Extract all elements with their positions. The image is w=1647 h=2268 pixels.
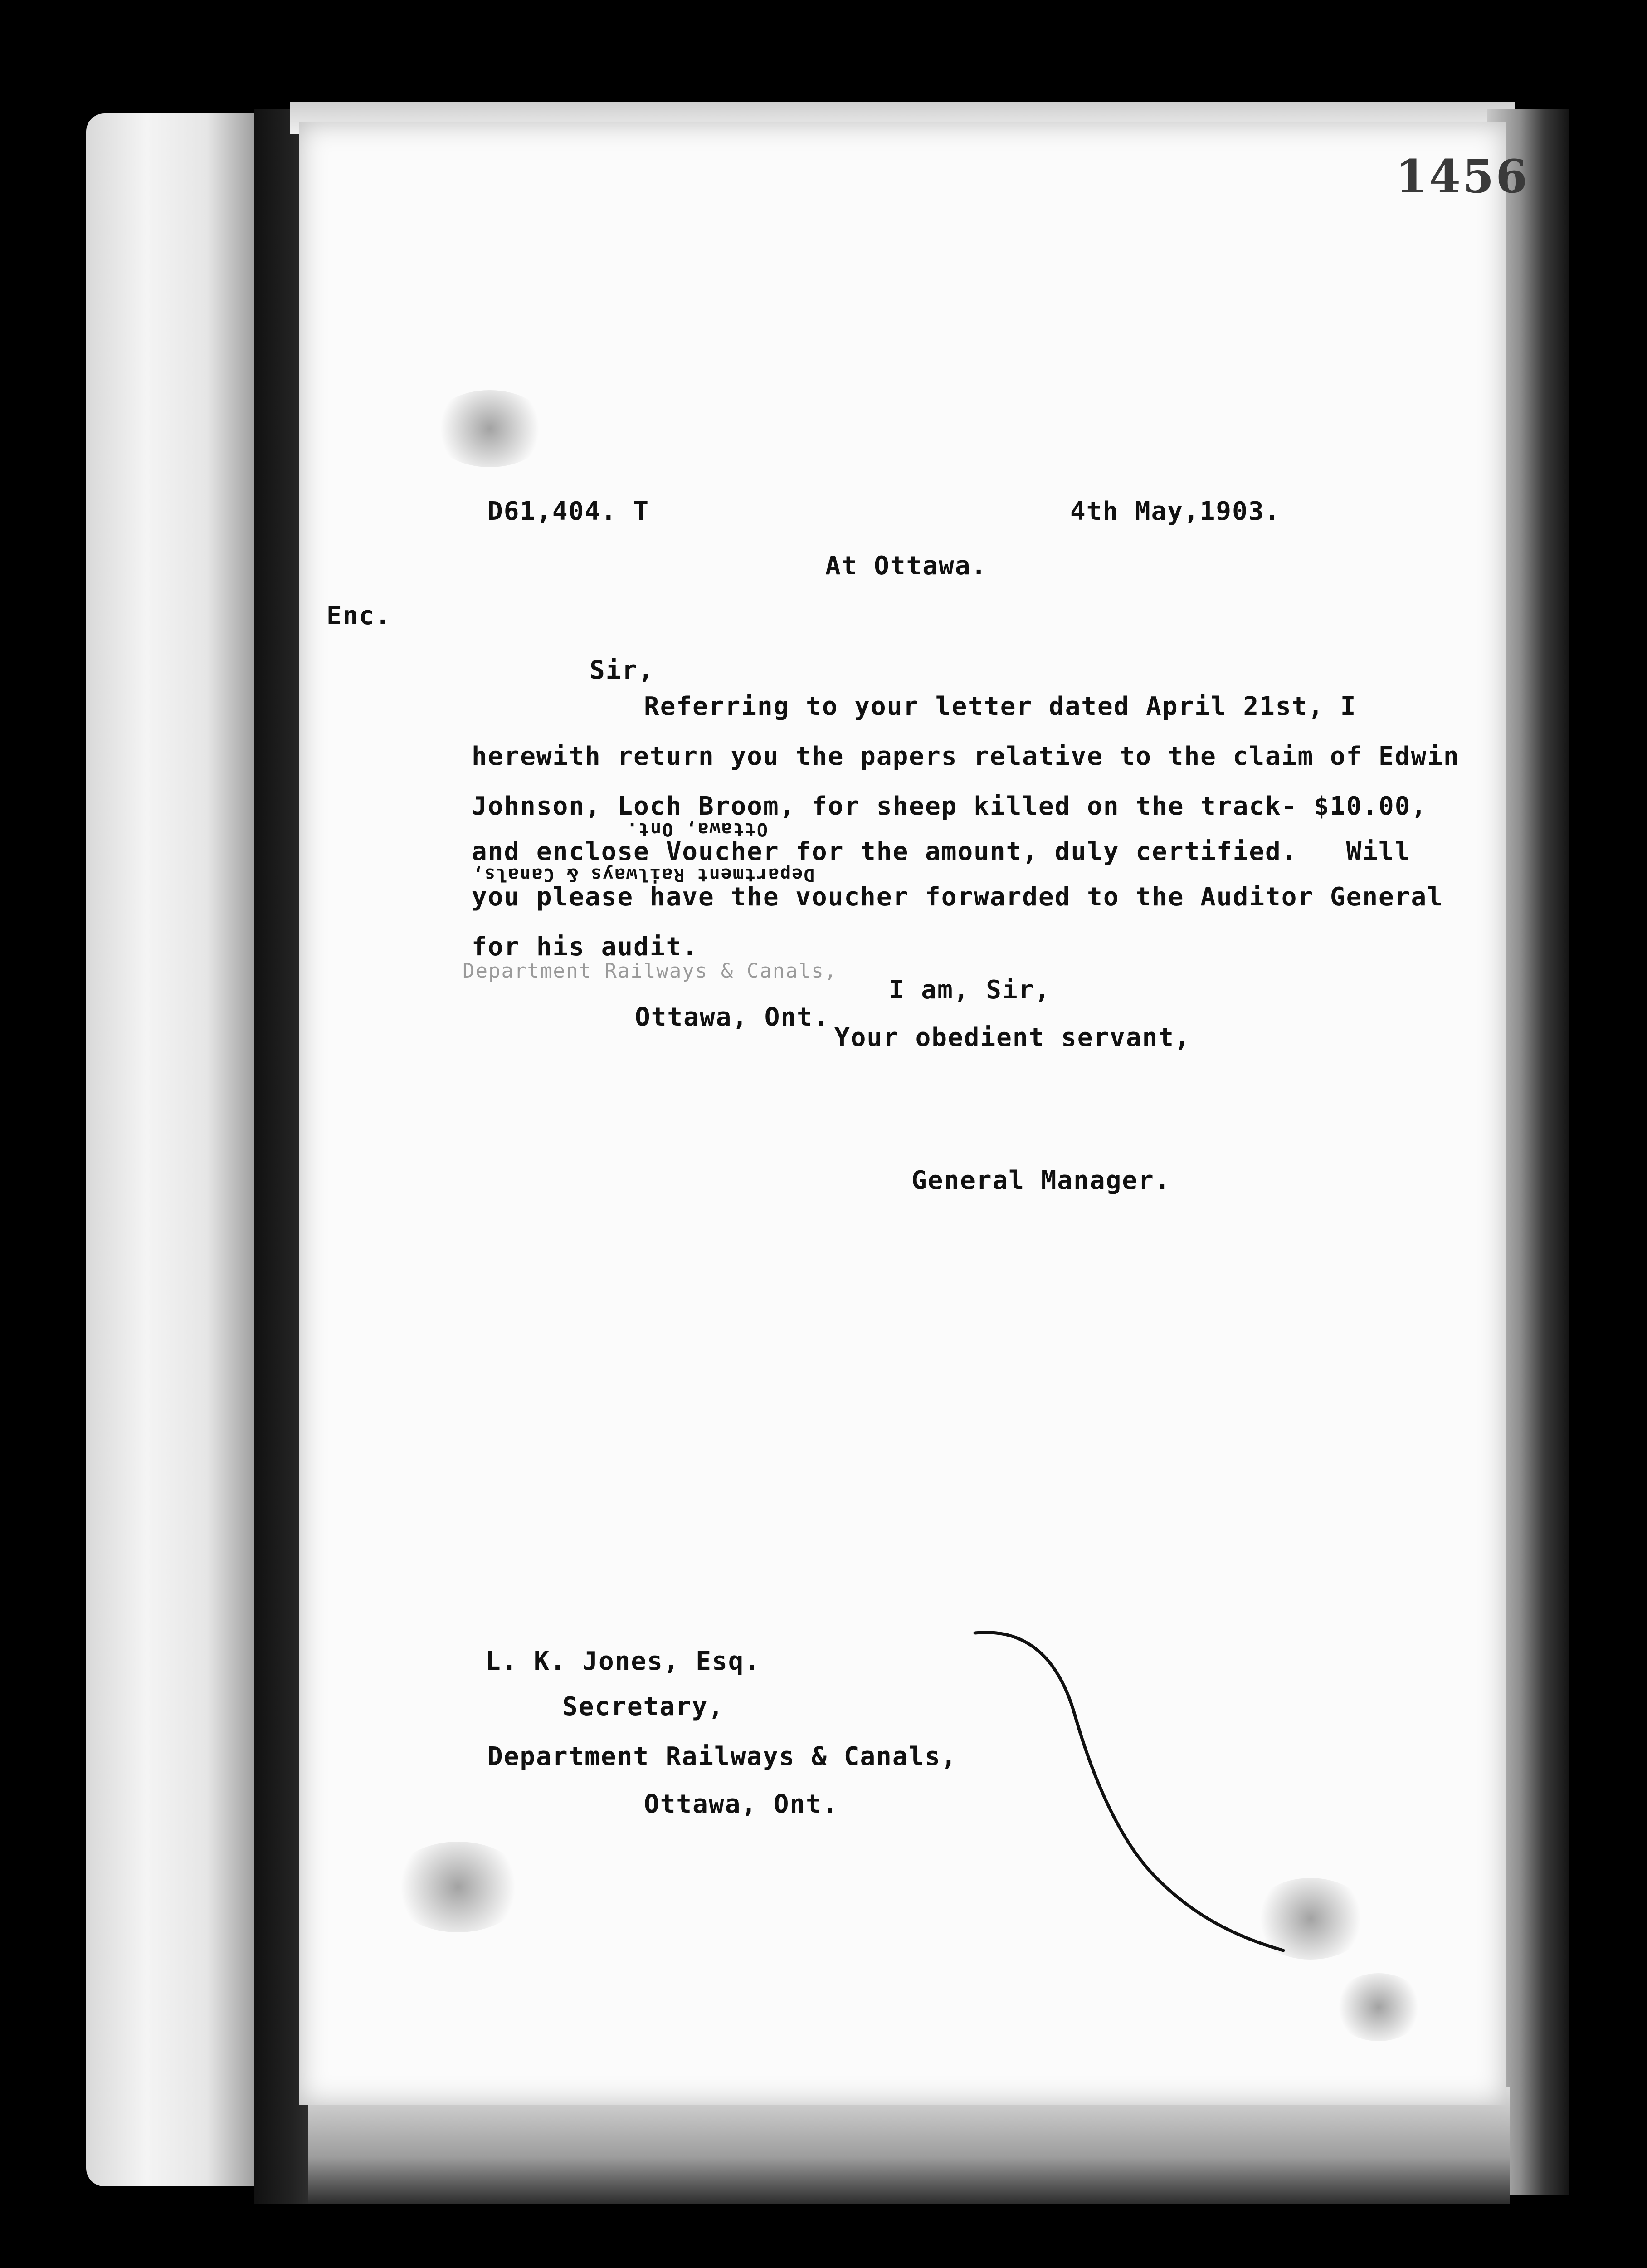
bleedthrough-text: Department Railways & Canals,	[472, 864, 815, 885]
addressee-city: Ottawa, Ont.	[644, 1789, 838, 1819]
smudge-mark	[390, 1842, 526, 1932]
letter-date: 4th May,1903.	[1070, 497, 1281, 526]
addressee-title: Secretary,	[562, 1692, 725, 1721]
body-line: herewith return you the papers relative to the claim of Edwin	[472, 742, 1460, 771]
smudge-mark	[1333, 1973, 1424, 2041]
signature-title: General Manager.	[911, 1166, 1171, 1195]
body-line: Referring to your letter dated April 21st, I	[644, 692, 1357, 721]
body-line: Johnson, Loch Broom, for sheep killed on the track- $10.00,	[472, 792, 1428, 821]
letter-location: At Ottawa.	[825, 551, 988, 581]
smudge-mark	[431, 390, 549, 467]
faint-bleedthrough-line: Department Railways & Canals,	[463, 959, 838, 982]
body-line: you please have the voucher forwarded to the Auditor General	[472, 882, 1443, 912]
addressee-name: L. K. Jones, Esq.	[485, 1647, 761, 1676]
addressee-department: Department Railways & Canals,	[487, 1742, 957, 1771]
enclosure-mark: Enc.	[326, 601, 391, 631]
pen-stroke-mark	[966, 1624, 1329, 1969]
left-binder-edge	[86, 113, 258, 2186]
body-line: for his audit.	[472, 932, 699, 962]
bleedthrough-text: Ottawa, Ont.	[626, 819, 768, 840]
closing-line: I am, Sir,	[889, 975, 1051, 1005]
bleedthrough-city: Ottawa, Ont.	[635, 1002, 829, 1032]
body-line: and enclose Voucher for the amount, duly certified. Will	[472, 837, 1411, 866]
reference-number: D61,404. T	[487, 497, 650, 526]
closing-line: Your obedient servant,	[834, 1023, 1191, 1052]
salutation: Sir,	[590, 655, 654, 685]
page-number: 1456	[1395, 150, 1529, 203]
